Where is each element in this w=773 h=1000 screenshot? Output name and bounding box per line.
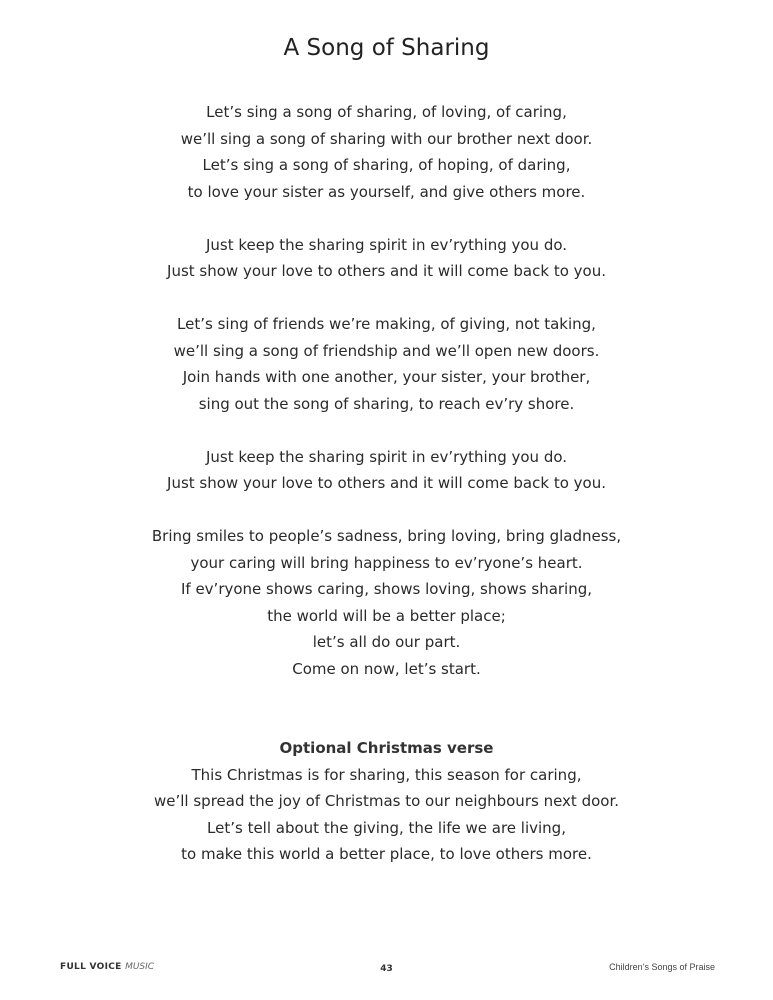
lyric-line: we’ll sing a song of friendship and we’ll open new doors.: [173, 341, 600, 360]
christmas-verse: [0, 735, 773, 868]
book-title: Children’s Songs of Praise: [609, 962, 715, 972]
lyric-line: Join hands with one another, your sister, your brother,: [182, 368, 591, 386]
lyric-line: Bring smiles to people’s sadness, bring loving, bring gladness,: [151, 527, 622, 545]
lyric-line: to love your sister as yourself, and give others more.: [187, 182, 586, 201]
lyric-line: Come on now, let’s start.: [292, 659, 481, 678]
verse: [0, 99, 773, 205]
lyric-line: Let’s sing a song of sharing, of hoping, of daring,: [202, 156, 571, 174]
chorus: [0, 232, 773, 285]
lyric-line: Just keep the sharing spirit in ev’rything you do.: [205, 447, 568, 466]
lyric-line: This Christmas is for sharing, this season for caring,: [191, 765, 582, 784]
page-number: 43: [380, 964, 393, 974]
christmas-heading: Optional Christmas verse: [279, 739, 494, 757]
lyric-line: Let’s sing of friends we’re making, of giving, not taking,: [177, 315, 596, 333]
lyric-line: sing out the song of sharing, to reach ev’ry shore.: [198, 394, 575, 413]
lyric-line: If ev’ryone shows caring, shows loving, shows sharing,: [180, 580, 593, 598]
chorus: [0, 444, 773, 497]
lyric-line: your caring will bring happiness to ev’ryone’s heart.: [190, 553, 583, 572]
lyric-line: Let’s sing a song of sharing, of loving, of caring,: [206, 103, 567, 121]
lyrics: [0, 99, 773, 868]
lyric-line: to make this world a better place, to love others more.: [181, 845, 592, 863]
lyric-line: Let’s tell about the giving, the life we are living,: [207, 818, 566, 837]
lyric-line: Just keep the sharing spirit in ev’rything you do.: [205, 235, 568, 254]
page-title: A Song of Sharing: [283, 35, 490, 61]
lyric-line: Just show your love to others and it will come back to you.: [167, 474, 606, 492]
publisher-script: MUSIC: [125, 962, 155, 972]
lyric-line: we’ll sing a song of sharing with our brother next door.: [180, 129, 593, 148]
publisher-name: FULL VOICE: [60, 962, 122, 972]
lyric-line: the world will be a better place;: [267, 606, 506, 625]
verse: [0, 523, 773, 682]
lyric-line: let’s all do our part.: [312, 633, 461, 651]
lyric-line: Just show your love to others and it will come back to you.: [167, 262, 606, 280]
lyric-line: we’ll spread the joy of Christmas to our neighbours next door.: [153, 792, 619, 810]
verse: [0, 311, 773, 417]
